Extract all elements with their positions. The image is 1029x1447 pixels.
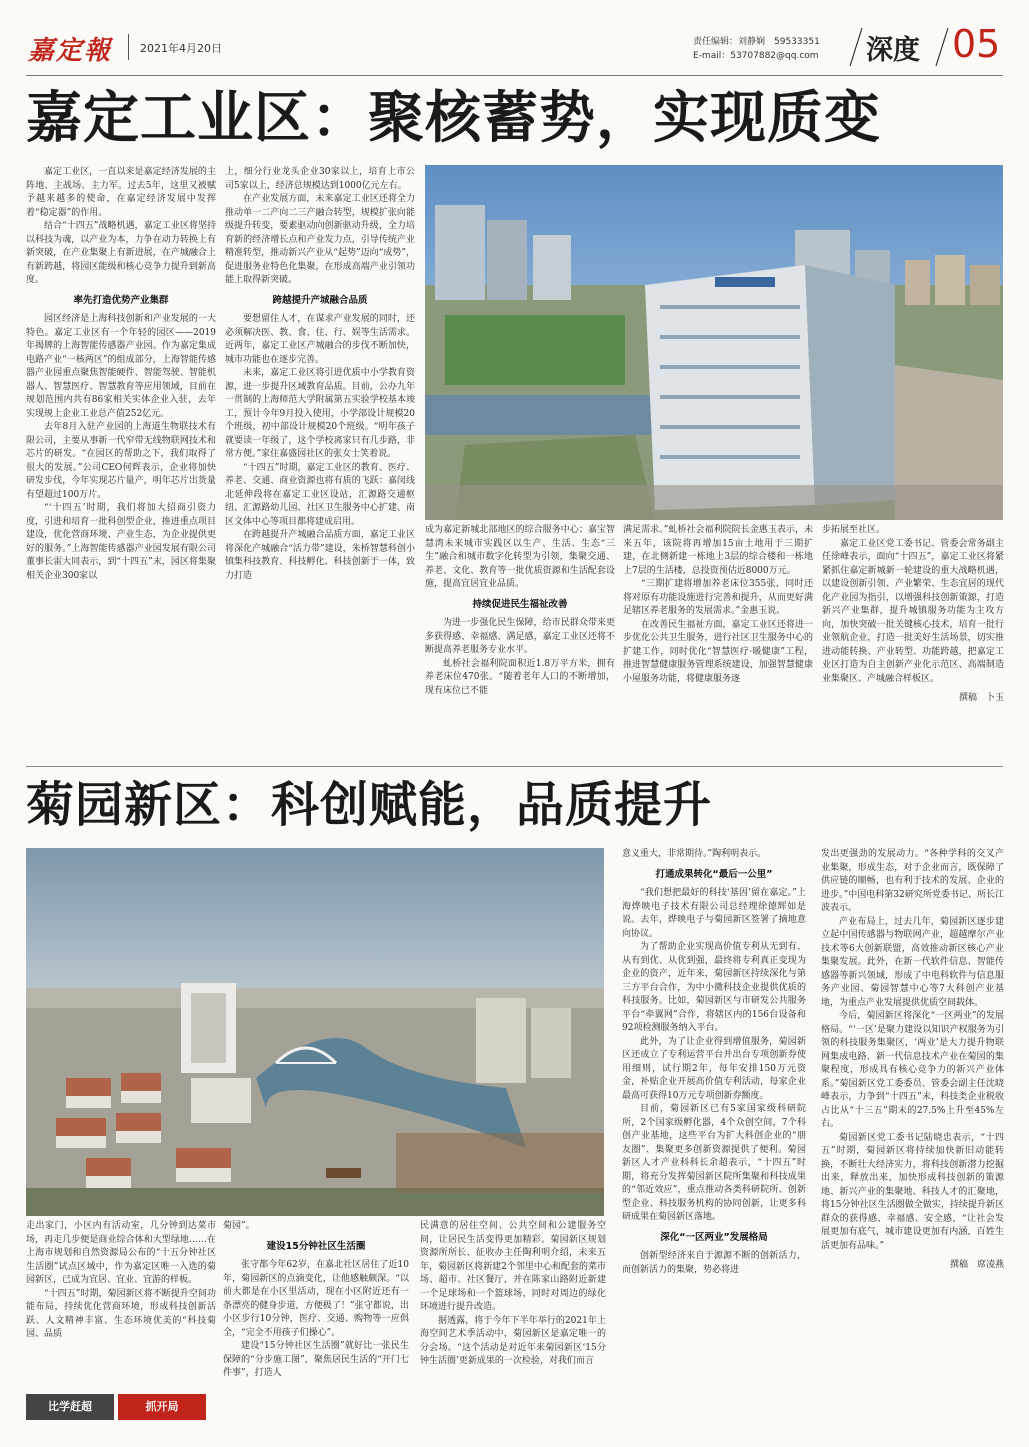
paragraph: 意义重大，非常期待。”陶利明表示。 xyxy=(622,849,767,859)
subheading: 建设15分钟社区生活圈 xyxy=(266,1240,366,1252)
paragraph: 产业布局上，过去几年，菊园新区逐步建立起中国传感器与物联网产业，超越摩尔产业技术等6大创新联盟，高效推动新区核心产业集聚发展。此外，在新一代软件信息、智能传感器等新兴领域，形成了中电科软件与信息服务产业园、菊园智慧中心等7大科创产业基地，为重点产业发展提供优质空间载体。 xyxy=(821,916,1004,1008)
paragraph: 嘉定工业区，一直以来是嘉定经济发展的主阵地、主战场、主力军。过去5年，这里又被赋予越来越多的使命，在嘉定经济发展中发挥着“稳定器”的作用。 xyxy=(26,167,216,218)
subheading: 跨越提升产城融合品质 xyxy=(272,294,368,306)
column-tag-primary: 比学赶超 xyxy=(26,1394,114,1420)
article-divider xyxy=(26,766,1003,767)
paragraph: “十四五”时期，菊园新区将不断提升空间功能布局，持续优化营商环境，形成科技创新活跃、人文精神丰富、生态环境优美的“科技菊园、品质 xyxy=(26,1288,216,1339)
slash-divider-icon-2 xyxy=(932,26,952,68)
header-rule xyxy=(26,75,1003,76)
paragraph: 在产业发展方面，未来嘉定工业区还将全力推动单一二产向二三产融合转型，规模扩张向能级提升转变，要素驱动向创新驱动升级，全力培育新的经济增长点和产业发力点，引导传统产业精准转型，推动新兴产业从“起势”迈向“成势”，促进服务业特色化集聚，在形成高端产业引领功能上取得新突破。 xyxy=(225,194,415,285)
slash-divider-icon xyxy=(846,26,866,68)
paragraph: “十四五”时期，嘉定工业区的教育、医疗、养老、交通、商业资源也将有质的飞跃：嘉闵线北延伸段将在嘉定工业区设站，汇源路交通枢纽、汇源路幼儿园、社区卫生服务中心扩建、南区文体中心等项目都将建成启用。 xyxy=(225,462,415,527)
editor-info xyxy=(693,35,820,63)
paragraph: 园区经济是上海科技创新和产业发展的一大特色。嘉定工业区有一个年轻的园区——2019年揭牌的上海智能传感器产业园。作为嘉定集成电路产业“一核两区”的组成部分，上海智能传感器产业园重点聚焦智能硬件、智能驾驶、智能机器人、智慧医疗、智慧教育等应用领域，目前在规划范围内共有86家相关实体企业入驻，去年实现规上企业工业总产值252亿元。 xyxy=(26,314,216,419)
industrial-park-photo xyxy=(425,165,1003,520)
subheading: 率先打造优势产业集群 xyxy=(73,294,169,306)
paragraph: 民满意的居住空间、公共空间和公建服务空间，让居民生活变得更加精彩。菊园新区规划资源所所长、征收办主任陶利明介绍，未来五年，菊园新区将新建2个邻里中心和配套的菜市场、超市、社区餐厅，并在陈家山路附近新建一个足球场和一个篮球场，同时对周边的绿化环境进行提升改造。 xyxy=(420,1221,606,1312)
paragraph: 满足需求。”虬桥社会福利院院长金惠玉表示，未来五年，该院将再增加15亩土地用于三期扩建，在北侧新建一栋地上3层的综合楼和一栋地上7层的生活楼，总投资预估近8000万元。 xyxy=(623,525,813,576)
article2-col-e xyxy=(420,1220,606,1432)
email-line: E-mail：53707882@qq.com xyxy=(693,51,819,61)
section-title: 深度 xyxy=(866,35,920,66)
paragraph: 步拓展至社区。 xyxy=(822,525,886,535)
subheading: 持续促进民生福祉改善 xyxy=(472,598,568,610)
subheading: 打通成果转化“最后一公里” xyxy=(655,868,773,880)
paragraph: 在跨越提升产城融合品质方面，嘉定工业区将深化产城融合“活力带”建设，朱桥智慧科创小镇集科技教育、科技孵化、科技创新于一体，致力打造 xyxy=(225,530,415,581)
paragraph: 张守都今年62岁，在嘉北社区居住了近10年，菊园新区的点滴变化，让他感触颇深。“以前大都是在小区里活动，现在小区附近还有一条漂亮的健身步道，方便极了！”张守都说，出小区步行10分钟，医疗、交通、购物等一应俱全，“完全不用孩子们操心”。 xyxy=(223,1260,409,1338)
paragraph: 要想留住人才，在谋求产业发展的同时，还必须解决医、教、食、住、行、娱等生活需求。近两年，嘉定工业区产城融合的步伐不断加快，城市功能也在逐步完善。 xyxy=(225,314,415,365)
paragraph: 菊园新区党工委书记陆晓忠表示，“十四五”时期，菊园新区将持续加快新旧动能转换，不断壮大经济实力，将科技创新潜力挖掘出来，释放出来，加快形成科技创新的策源地、新兴产业的集聚地、科技人才的汇聚地，将15分钟社区生活圈做全做实，持续提升新区群众的获得感、幸福感、安全感，“让社会发展更加有底气，城市建设更加有内涵，百姓生活更加有品味。” xyxy=(821,1132,1004,1251)
paragraph: 建设“15分钟社区生活圈”就好比一张民生保障的“分步施工图”，聚焦居民生活的“开门七件事”，打造人 xyxy=(223,1341,409,1378)
paragraph: “三期扩建将增加养老床位355张，同时还将对原有功能设施进行完善和提升，从而更好满足辖区养老服务的发展需求。”金惠玉说。 xyxy=(623,579,813,616)
paragraph: 在改善民生福祉方面，嘉定工业区还将进一步优化公共卫生服务，进行社区卫生服务中心的扩建工作，同时优化“智慧医疗·暖健康”工程，推进智慧健康服务管理系统建设，加强智慧健康小屋服务功能，将健康服务逐 xyxy=(623,619,813,684)
paragraph: 走出家门，小区内有活动室，几分钟到达菜市场，再走几步便是商业综合体和大型绿地……在上海市规划和自然资源局公布的“十五分钟社区生活圈”试点区域中，作为嘉定区唯一入选的菊园新区，已成为宜居、宜业、宜游的样板。 xyxy=(26,1221,216,1285)
paragraph: 发出更强劲的发展动力。“各种学科的交叉产业集聚，形成生态，对于企业而言，既保障了供应链的顺畅，也有利于技术的发展、企业的进步。”中国电科第32研究所党委书记、所长江波表示。 xyxy=(821,849,1004,913)
paragraph: 结合“十四五”战略机遇，嘉定工业区将坚持以科技为魂，以产业为本，力争在动力转换上有新突破，在产业集聚上有新进展，在产城融合上有新跨越，将园区能级和核心竞争力提升到新高度。 xyxy=(26,221,216,285)
editor-line: 责任编辑：刘静娴 59533351 xyxy=(693,37,820,47)
article1-headline: 嘉定工业区：聚核蓄势，实现质变 xyxy=(26,86,881,151)
paragraph: “‘十四五’时期，我们将加大招商引资力度，引进和培育一批科创型企业，推进重点项目建设，优化营商环境、产业生态，为企业提供更好的服务。”上海智能传感器产业园发展有限公司董事长雷大同表示，到“十四五”末，园区将集聚相关企业300家以 xyxy=(26,503,216,581)
column-tag-secondary: 抓开局 xyxy=(118,1394,206,1420)
article1-col3 xyxy=(425,524,615,758)
paragraph: 创新型经济来自于源源不断的创新活力，而创新活力的集聚，势必将进 xyxy=(622,1251,806,1275)
article1-col4 xyxy=(623,524,813,758)
byline: 撰稿 卜玉 xyxy=(958,693,1004,703)
paragraph: 未来，嘉定工业区将引进优质中小学教育资源，进一步提升区域教育品质。目前，公办九年一贯制的上海师范大学附属第五实验学校基本竣工，预计今年9月投入使用，小学部设计规模20个班级，初中部设计规模20个班级。“明年孩子就要读一年级了，这个学校离家只有几步路，非常方便。”家住嘉盛园社区的张女士笑着说。 xyxy=(225,368,415,459)
article1-col2 xyxy=(225,166,415,758)
paragraph: 上，细分行业龙头企业30家以上，培育上市公司5家以上，经济总规模达到1000亿元左右。 xyxy=(225,167,415,191)
page-number: 05 xyxy=(952,22,1001,66)
paragraph: “我们想把最好的科技‘基因’留在嘉定。”上海烨映电子技术有限公司总经理徐德辉如是说。去年，烨映电子与菊园新区签署了摘地意向协议。 xyxy=(622,888,806,939)
issue-date: 2021年4月20日 xyxy=(140,42,222,55)
byline: 撰稿 席凌燕 xyxy=(949,1260,1004,1270)
paragraph: 嘉定工业区党工委书记、管委会常务副主任徐峰表示，面向“十四五”，嘉定工业区将紧紧抓住嘉定新城新一轮建设的重大战略机遇，以建设创新引领、产业繁荣、生态宜居的现代化产业园为指引，以增强科技创新策源，打造新兴产业集群，提升城镇服务功能为主攻方向，加快突破一批关键核心技术，培育一批行业领航企业，打造一批美好生活场景，切实推进动能转换、产业转型、功能跨越，把嘉定工业区打造为自主创新产业化示范区、高端制造业集聚区、产城融合样板区。 xyxy=(822,538,1004,684)
column-tag xyxy=(26,1394,206,1420)
paragraph: 今后，菊园新区将深化“一区两业”的发展格局。“‘一区’是聚力建设以知识产权服务为引领的科技服务集聚区，‘两业’是大力提升物联网集成电路、新一代信息技术产业在菊园的集聚程度，形成具有核心竞争力的新兴产业体系。”菊园新区党工委委员、管委会副主任沈晓峰表示，力争到“十四五”末，科技类企业税收占比从“十三五”期末的27.5%上升至45%左右。 xyxy=(821,1011,1004,1129)
paragraph: 成为嘉定新城北部地区的综合服务中心；嘉宝智慧湾未来城市实践区以生产、生活、生态“三生”融合和城市数字化转型为引领，集聚交通、养老、文化、教育等一批优质资源和生活配套设施，提高宜居宜业品质。 xyxy=(425,525,615,589)
paragraph: 为了帮助企业实现高价值专利从无到有、从有到优、从优到强，最终将专利真正变现为企业的资产，近年来，菊园新区持续深化与第三方平台合作，为中小微科技企业提供优质的科技服务。比如，菊园新区与市研发公共服务平台“牵翼网”合作，将辖区内的156台设备和92项检测服务纳入平台。 xyxy=(622,942,806,1033)
subheading: 深化“一区两业”发展格局 xyxy=(660,1231,768,1243)
article1-col1 xyxy=(26,166,216,758)
paragraph: 据透露，将于今年下半年举行的2021年上海空间艺术季活动中，菊园新区是嘉定唯一的分会场。“这个活动是对近年来菊园新区‘15分钟生活圈’更新成果的一次检验，对我们而言 xyxy=(420,1315,606,1366)
article2-col-c xyxy=(26,1220,216,1388)
masthead-divider xyxy=(128,34,129,60)
paragraph: 菊园”。 xyxy=(223,1221,255,1231)
juyuan-aerial-photo xyxy=(26,848,604,1216)
paragraph: 虬桥社会福利院面积近1.8万平方米，拥有养老床位470张。“随着老年人口的不断增加，现有床位已不能 xyxy=(425,658,615,696)
article2-col-a xyxy=(622,848,806,1408)
paragraph: 去年8月入驻产业园的上海道生物联技术有限公司，主要从事新一代窄带无线物联网技术和芯片的研发。“在园区的帮助之下，我们取得了很大的发展。”公司CEO何辉表示，企业将加快研发步伐，今年实现芯片量产，明年芯片出货量有望超过100万片。 xyxy=(26,422,216,500)
paragraph: 此外，为了让企业得到增值服务，菊园新区还成立了专利运营平台并出台专项创新券使用细则，试行期2年，每年安排150万元资金，补贴企业开展高价值专利活动，每家企业最高可获得10万元专项创新券额度。 xyxy=(622,1036,806,1101)
article2-col-b xyxy=(821,848,1004,1430)
paragraph: 目前，菊园新区已有5家国家级科研院所，2个国家级孵化器，4个众创空间，7个科创产业基地，这些平台为扩大科创企业的“朋友圈”、集聚更多创新资源提供了便利。菊园新区人才产业科科长余超表示，“十四五”时期，将充分发挥菊园新区院所集聚和科技成果的“邻近效应”，重点推动各类科研院所、创新型企业、科技服务机构的协同创新，让更多科研成果在菊园新区落地。 xyxy=(622,1104,806,1222)
article2-col-d xyxy=(223,1220,409,1432)
article1-col5 xyxy=(822,524,1004,758)
article2-headline: 菊园新区：科创赋能，品质提升 xyxy=(26,777,713,833)
paragraph: 为进一步强化民生保障，给市民群众带来更多获得感、幸福感、满足感，嘉定工业区还将不断提高养老服务专业水平。 xyxy=(425,618,615,655)
newspaper-logo: 嘉定報 xyxy=(28,36,113,66)
